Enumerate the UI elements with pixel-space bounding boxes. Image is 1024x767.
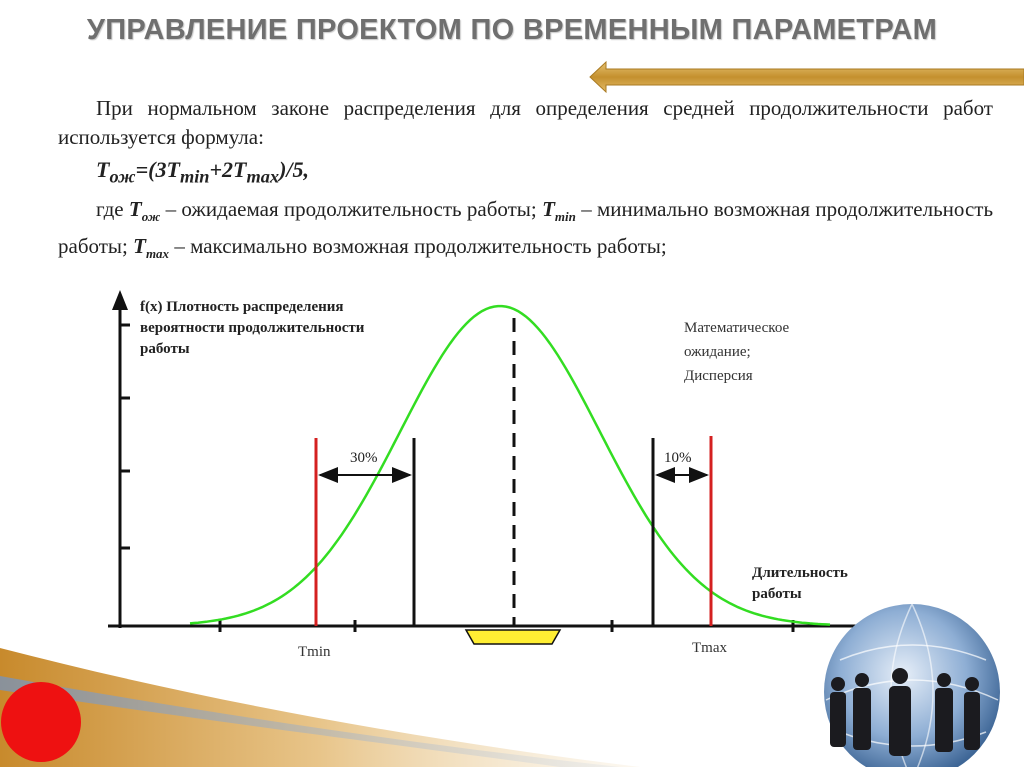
bottom-decoration bbox=[0, 600, 1024, 767]
pct-left-label: 30% bbox=[350, 450, 378, 466]
red-circle-icon bbox=[1, 682, 81, 762]
t-oj-symbol: $T_{ож}$ bbox=[128, 197, 161, 225]
decorative-arrow-icon bbox=[588, 60, 1024, 94]
formula: $T_{ож}=(3T_{min}+2T_{max})/5$, bbox=[96, 157, 310, 187]
globe-business-people-icon bbox=[824, 604, 1000, 767]
y-axis-label-line3: работы bbox=[140, 341, 190, 357]
y-axis-label-line2: вероятности продолжительности bbox=[140, 320, 365, 336]
x-axis-label-line1: Длительность bbox=[752, 565, 848, 581]
slide-title: УПРАВЛЕНИЕ ПРОЕКТОМ ПО ВРЕМЕННЫМ ПАРАМЕТРАМ bbox=[86, 14, 938, 46]
t-min-symbol: $T_{min}$ bbox=[542, 197, 576, 225]
annotation-line3: Дисперсия bbox=[684, 368, 753, 384]
orange-swoosh bbox=[0, 648, 640, 767]
t-max-symbol: $T_{max}$ bbox=[133, 233, 170, 261]
y-axis-arrow-icon bbox=[112, 290, 128, 310]
axes bbox=[108, 290, 903, 634]
text-block bbox=[58, 94, 993, 268]
y-axis-label-line1: f(x) Плотность распределения bbox=[140, 299, 344, 315]
x-axis-label-line2: работы bbox=[752, 586, 802, 602]
definitions-paragraph: где $T_{ож}$ – ожидаемая продолжительность работы; $T_{min}$ – минимально возможная продолжительность работы; $T_{max}$ – максимально возможная продолжительность работы; bbox=[58, 197, 994, 261]
intro-paragraph: При нормальном законе распределения для определения средней продолжительности работ используется формула: bbox=[58, 96, 993, 149]
tmax-label: Tmax bbox=[692, 640, 727, 656]
tmin-label: Tmin bbox=[298, 644, 331, 660]
annotation-line2: ожидание; bbox=[684, 344, 751, 360]
pct-right-label: 10% bbox=[664, 450, 692, 466]
annotation-line1: Математическое bbox=[684, 320, 790, 336]
